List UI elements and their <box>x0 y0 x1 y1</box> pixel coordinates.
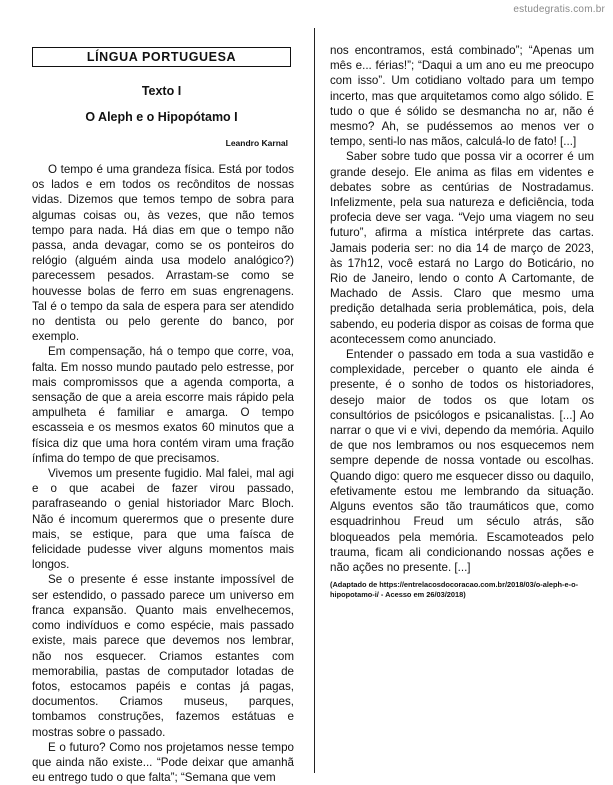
paragraph: Entender o passado em toda a sua vastidão e complexidade, perceber o quanto ele ainda é presente, é o sonho de todos os historiadores, desejo maior de todos os que lotam os consultórios de psicólogos e psicanalistas. [...] Ao narrar o que vi e vivi, dependo da memória. Aquilo de que nos lembramos ou nos esquecemos nem sempre depende de nossa vontade ou escolhas. Quando digo: quero me esquecer disso ou daquilo, efetivamente estou me lembrando da situação. Alguns eventos são tão traumáticos que, como esquadrinhou Freud um século atrás, são bloqueados pela memória. Escamoteados pelo trauma, ficam ali condicionando nossas ações e não ações no presente. [...] <box>330 348 594 574</box>
source-citation: (Adaptado de https://entrelacosdocoracao.com.br/2018/03/o-aleph-e-o-hipopotamo-i/ - Acesso em 26/03/2018) <box>330 580 579 599</box>
subject-header: LÍNGUA PORTUGUESA <box>32 47 291 67</box>
paragraph: O tempo é uma grandeza física. Está por todos os lados e em todos os recônditos de nossas vidas. Dizemos que temos tempo de sobra para algumas coisas ou, às vezes, que não temos tempo para nada. Há dias em que o tempo não passa, anda devagar, como se os ponteiros do relógio (alguém ainda usa modelo analógico?) parecessem pesados. Arrastam-se como se houvesse bolas de ferro em suas engrenagens. Tal é o tempo da sala de espera para ser atendido no dentista ou pelo gerente do banco, por exemplo. <box>32 163 294 344</box>
paragraph: Em compensação, há o tempo que corre, voa, falta. Em nosso mundo pautado pelo estresse, por mais compromissos que a agenda comporta, a sensação de que a areia escorre mais rápido pela ampulheta é familiar e amarga. O tempo escasseia e os mesmos exatos 60 minutos que a física diz que uma hora contém viram uma fração ínfima do tempo de que precisamos. <box>32 345 294 465</box>
author-name: Leandro Karnal <box>225 138 288 148</box>
column-divider <box>314 28 315 773</box>
article-title: O Aleph e o Hipopótamo I <box>85 110 238 124</box>
left-column <box>32 162 294 785</box>
paragraph-continued: nos encontramos, está combinado”; “Apenas um mês e... férias!”; “Daqui a um ano eu me preocupo com isso”. Um cotidiano voltado para um tempo incerto, mas que arquitetamos como algo sólido. E tudo o que é sólido se desmancha no ar, não é mesmo? Ah, se pudéssemos ao menos ver o tempo, senti-lo nas mãos, calculá-lo de fato! [...] <box>330 44 594 149</box>
right-column <box>330 43 594 575</box>
paragraph: Saber sobre tudo que possa vir a ocorrer é um grande desejo. Ele anima as filas em videntes e debates sobre as centúrias de Nostradamus. Infelizmente, pela sua natureza e deficiência, toda profecia deve ser vaga. “Vejo uma viagem no seu futuro”, afirma a mística intérprete das cartas. Jamais poderia ser: no dia 14 de março de 2023, às 17h12, você estará no Largo do Boticário, no Rio de Janeiro, lendo o conto A Cartomante, de Machado de Assis. Claro que mesmo uma predição detalhada seria problemática, pois, dela sabendo, eu poderia dispor as coisas de forma que acontecessem como anunciado. <box>330 150 594 346</box>
paragraph: Se o presente é esse instante impossível de ser estendido, o passado parece um universo em franca expansão. Quanto mais envelhecemos, como indivíduos e como espécie, mais passado existe, mais parece que devemos nos lembrar, não nos esquecer. Criamos estantes com memorabilia, pastas de computador lotadas de fotos, estocamos papéis e contas já pagas, documentos. Criamos museus, parques, tombamos construções, fazemos estátuas e mostras sobre o passado. <box>32 573 294 739</box>
paragraph: E o futuro? Como nos projetamos nesse tempo que ainda não existe... “Pode deixar que amanhã eu entrego tudo o que falta”; “Semana que vem <box>32 740 294 785</box>
paragraph: Vivemos um presente fugidio. Mal falei, mal agi e o que acabei de fazer virou passado, parafraseando o genial historiador Marc Bloch. Não é incomum querermos que o presente dure mais, se estique, para que uma faísca de felicidade pudesse viver alguns momentos mais longos. <box>32 467 294 572</box>
text-label: Texto I <box>141 84 182 98</box>
site-watermark: estudegratis.com.br <box>513 4 605 15</box>
